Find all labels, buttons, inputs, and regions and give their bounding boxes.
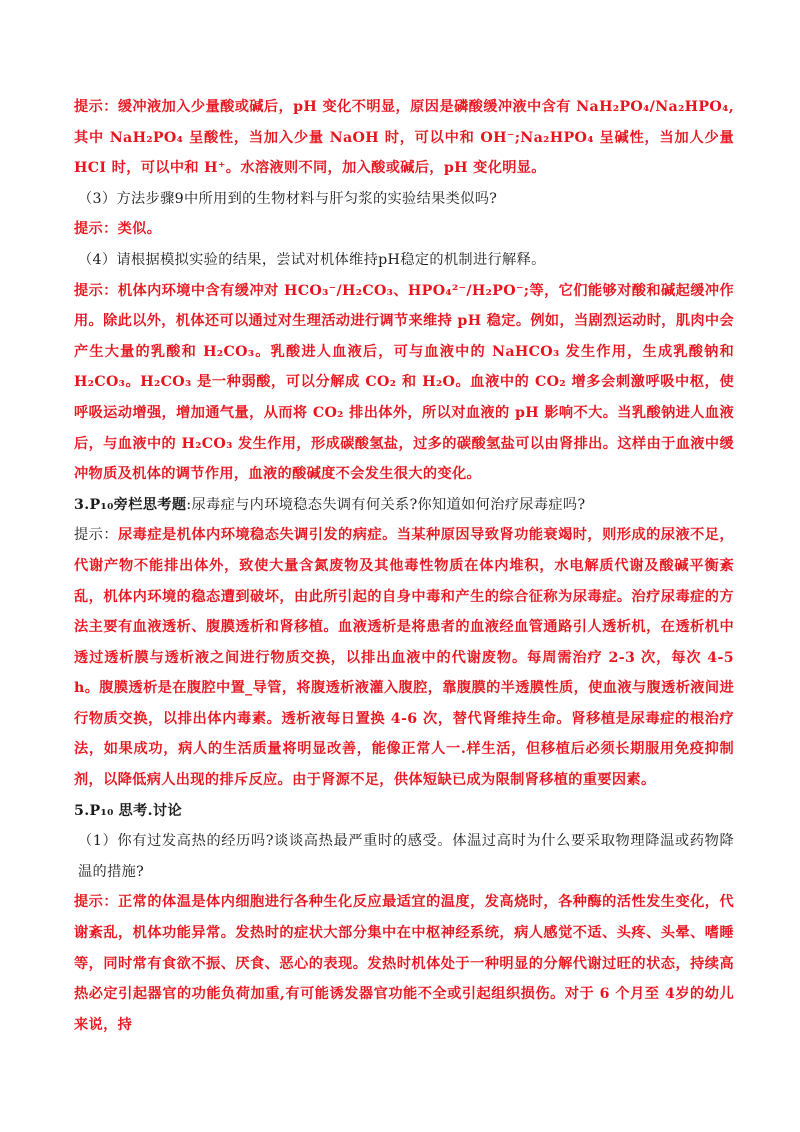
hint-label: 提示： bbox=[74, 99, 118, 115]
question-3: （3）方法步骤9中所用到的生物材料与肝匀浆的实验结果类似吗? bbox=[78, 190, 498, 207]
hint-text: 类似。 bbox=[117, 221, 162, 238]
section-title: 旁栏思考题 bbox=[113, 496, 187, 513]
question-4: （4）请根据模拟实验的结果，尝试对机体维持pH稳定的机制进行解释。 bbox=[78, 251, 546, 268]
hint-paragraph-3 bbox=[74, 276, 734, 490]
hint-label: 提示： bbox=[74, 894, 119, 911]
hint-text: 缓冲液加入少量酸或碱后，pH 变化不明显，原因是磷酸缓冲液中含有 NaH₂PO₄/Na₂HPO₄,其中 NaH₂PO₄ 呈酸性，当加入少量 NaOH 时，可以中和 OH⁻;Na₂HPO₄ 呈碱性，当加人少量 HCI 时，可以中和 H⁺。水溶液则不同，加入酸或碱后，pH 变化明显。 bbox=[74, 99, 734, 177]
question-5-1: （1）你有过发高热的经历吗?谈谈高热最严重时的感受。体温过高时为什么要采取物理降温或药物降温的措施? bbox=[78, 833, 734, 880]
hint-paragraph-1 bbox=[74, 92, 734, 184]
hint-text: 尿毒症是机体内环境稳态失调引发的病症。当某种原因导致肾功能衰竭时，则形成的尿液不足，代谢产物不能排出体外，致使大量含氮废物及其他毒性物质在体内堆积，水电解质代谢及酸碱平衡紊乱，机体内环境的稳态遭到破坏，由此所引起的自身中毒和产生的综合征称为尿毒症。治疗尿毒症的方法主要有血液透析、腹膜透析和肾移植。血液透析是将患者的血液经血管通路引人透析机，在透析机中透过透析膜与透析液之间进行物质交换，以排出血液中的代谢废物。每周需治疗 2-3 次，每次 4-5 h。腹膜透析是在腹腔中置_导管，将腹透析液灌入腹腔，靠腹膜的半透膜性质，使血液与腹透析液间进行物质交换，以排出体内毒素。透析液每日置换 4-6 次，替代肾维持生命。肾移植是尿毒症的根治疗法，如果成功，病人的生活质量将明显改善，能像正常人一.样生活，但移植后必须长期服用免疫抑制剂，以降低病人出现的排斥反应。由于肾源不足，供体短缺已成为限制肾移植的重要因素。 bbox=[74, 527, 734, 789]
hint-text: 机体内环境中含有缓冲对 HCO₃⁻/H₂CO₃、HPO₄²⁻/H₂PO⁻;等，它们能够对酸和碱起缓冲作用。除此以外，机体还可以通过对生理活动进行调节来维持 pH 稳定。例如，当剧烈运动时，肌肉中会产生大量的乳酸和 H₂CO₃。乳酸进人血液后，可与血液中的 NaHCO₃ 发生作用，生成乳酸钠和 H₂CO₃。H₂CO₃ 是一种弱酸，可以分解成 CO₂ 和 H₂O。血液中的 CO₂ 增多会刺激呼吸中枢，使呼吸运动增强，增加通气量，从而将 CO₂ 排出体外，所以对血液的 pH 影响不大。当乳酸钠进人血液后，与血液中的 H₂CO₃ 发生作用，形成碳酸氢盐，过多的碳酸氢盐可以由肾排出。这样由于血液中缓冲物质及机体的调节作用，血液的酸碱度不会发生很大的变化。 bbox=[74, 282, 734, 483]
section-number: 5.P₁₀ bbox=[74, 802, 114, 819]
hint-label: 提示： bbox=[74, 282, 118, 299]
section-number: 3.P₁₀ bbox=[74, 496, 114, 513]
hint-text: 正常的体温是体内细胞进行各种生化反应最适宜的温度，发高烧时，各种酶的活性发生变化，代谢紊乱，机体功能异常。发热时的症状大部分集中在中枢神经系统，病人感觉不适、头疼、头晕、嗜睡等，同时常有食欲不振、厌食、恶心的表现。发热时机体处于一种明显的分解代谢过旺的状态，持续高热必定引起器官的功能负荷加重,有可能诱发器官功能不全或引起组织损伤。对于 6 个月至 4岁的幼儿来说，持 bbox=[74, 894, 734, 1033]
hint-paragraph-2 bbox=[74, 214, 734, 245]
section-heading-5 bbox=[74, 796, 734, 827]
hint-paragraph-4 bbox=[74, 520, 734, 795]
section-question: :尿毒症与内环境稳态失调有何关系?你知道如何治疗尿毒症吗? bbox=[186, 496, 586, 513]
hint-label: 提示： bbox=[74, 221, 118, 238]
document-page bbox=[74, 92, 734, 1040]
section-heading-3 bbox=[74, 490, 734, 521]
hint-paragraph-5 bbox=[74, 887, 734, 1040]
section-title: 思考.讨论 bbox=[118, 802, 182, 819]
hint-label: 提示： bbox=[74, 527, 119, 544]
